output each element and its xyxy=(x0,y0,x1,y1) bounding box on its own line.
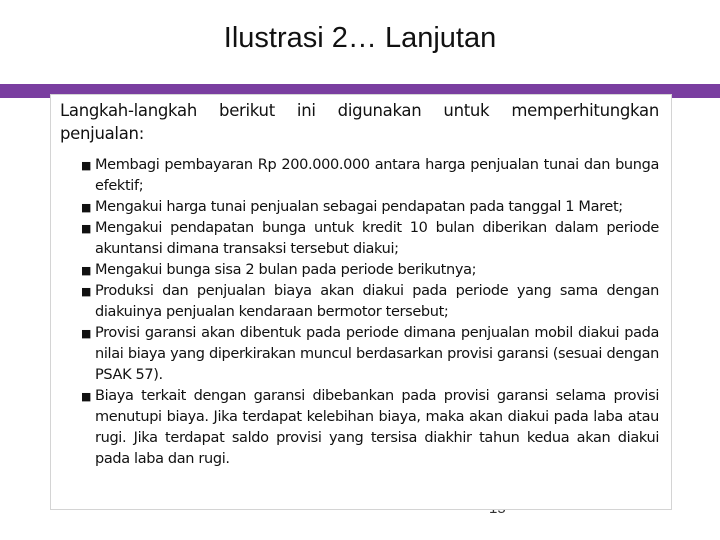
list-item xyxy=(81,197,659,218)
bullet-list xyxy=(60,155,659,470)
bullet-text: Mengakui pendapatan bunga untuk kredit 10 bulan diberikan dalam periode akuntansi dimana transaksi tersebut diakui; xyxy=(95,220,659,257)
square-bullet-icon: ■ xyxy=(81,222,92,235)
square-bullet-icon: ■ xyxy=(81,390,92,403)
square-bullet-icon: ■ xyxy=(81,159,92,172)
content-box xyxy=(50,94,672,510)
list-item xyxy=(81,218,659,260)
slide-title: Ilustrasi 2… Lanjutan xyxy=(223,22,497,54)
list-item xyxy=(81,386,659,470)
square-bullet-icon: ■ xyxy=(81,201,92,214)
bullet-text: Mengakui harga tunai penjualan sebagai pendapatan pada tanggal 1 Maret; xyxy=(95,199,623,215)
list-item xyxy=(81,155,659,197)
square-bullet-icon: ■ xyxy=(81,285,92,298)
bullet-text: Mengakui bunga sisa 2 bulan pada periode berikutnya; xyxy=(95,262,477,278)
bullet-text: Membagi pembayaran Rp 200.000.000 antara harga penjualan tunai dan bunga efektif; xyxy=(95,157,659,194)
square-bullet-icon: ■ xyxy=(81,327,92,340)
list-item xyxy=(81,260,659,281)
bullet-text: Provisi garansi akan dibentuk pada periode dimana penjualan mobil diakui pada nilai biaya yang diperkirakan muncul berdasarkan provisi garansi (sesuai dengan PSAK 57). xyxy=(95,325,659,383)
intro-text: Langkah-langkah berikut ini digunakan untuk memperhitungkan penjualan: xyxy=(60,101,659,143)
list-item xyxy=(81,323,659,386)
list-item xyxy=(81,281,659,323)
bullet-text: Produksi dan penjualan biaya akan diakui pada periode yang sama dengan diakuinya penjualan kendaraan bermotor tersebut; xyxy=(95,283,659,320)
square-bullet-icon: ■ xyxy=(81,264,92,277)
bullet-text: Biaya terkait dengan garansi dibebankan pada provisi garansi selama provisi menutupi biaya. Jika terdapat kelebihan biaya, maka akan diakui pada laba atau rugi. Jika terdapat saldo provisi yang tersisa diakhir tahun kedua akan diakui pada laba dan rugi. xyxy=(95,388,659,467)
